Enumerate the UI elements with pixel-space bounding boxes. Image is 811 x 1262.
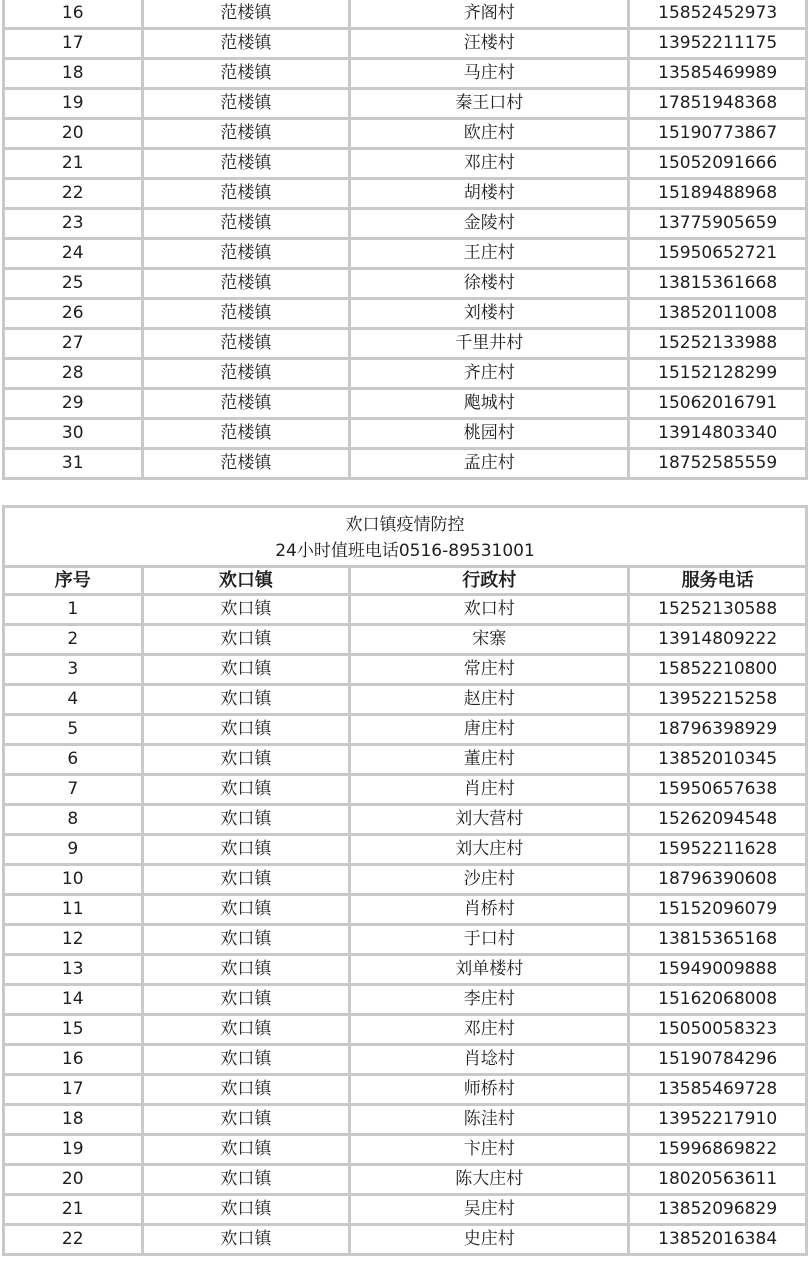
phone-cell: 13914809222 [630, 626, 805, 653]
table-row [5, 240, 805, 267]
table-row [5, 120, 805, 147]
village-cell: 胡楼村 [351, 180, 627, 207]
table-row [5, 686, 805, 713]
serial-number-cell: 3 [5, 656, 141, 683]
town-cell: 范楼镇 [144, 60, 349, 87]
phone-cell: 15852452973 [630, 0, 805, 27]
village-cell: 欧庄村 [351, 120, 627, 147]
phone-cell: 13914803340 [630, 420, 805, 447]
serial-number-cell: 2 [5, 626, 141, 653]
village-cell: 刘大营村 [351, 806, 627, 833]
table-row [5, 596, 805, 623]
table-row [5, 270, 805, 297]
serial-number-cell: 10 [5, 866, 141, 893]
phone-cell: 15050058323 [630, 1016, 805, 1043]
phone-cell: 15052091666 [630, 150, 805, 177]
phone-cell: 13952215258 [630, 686, 805, 713]
table-row [5, 420, 805, 447]
village-cell: 肖桥村 [351, 896, 627, 923]
phone-cell: 15852210800 [630, 656, 805, 683]
serial-number-cell: 18 [5, 60, 141, 87]
town-cell: 欢口镇 [144, 866, 349, 893]
town-cell: 欢口镇 [144, 986, 349, 1013]
village-cell: 齐阁村 [351, 0, 627, 27]
village-cell: 汪楼村 [351, 30, 627, 57]
town-cell: 欢口镇 [144, 926, 349, 953]
phone-cell: 13952211175 [630, 30, 805, 57]
table-title [5, 508, 805, 565]
table-row [5, 1196, 805, 1223]
town-cell: 范楼镇 [144, 270, 349, 297]
table-row [5, 1016, 805, 1043]
huankou-table-body [5, 596, 805, 1253]
village-cell: 师桥村 [351, 1076, 627, 1103]
phone-cell: 15262094548 [630, 806, 805, 833]
table-row [5, 1076, 805, 1103]
phone-cell: 15996869822 [630, 1136, 805, 1163]
village-cell: 肖埝村 [351, 1046, 627, 1073]
table-header-row [5, 568, 805, 593]
town-cell: 范楼镇 [144, 360, 349, 387]
town-cell: 欢口镇 [144, 626, 349, 653]
phone-cell: 15062016791 [630, 390, 805, 417]
table-row [5, 926, 805, 953]
table-row [5, 30, 805, 57]
table-row [5, 150, 805, 177]
town-cell: 范楼镇 [144, 180, 349, 207]
town-cell: 范楼镇 [144, 90, 349, 117]
table-row [5, 896, 805, 923]
village-cell: 卞庄村 [351, 1136, 627, 1163]
table-row [5, 450, 805, 477]
town-cell: 范楼镇 [144, 390, 349, 417]
serial-number-cell: 23 [5, 210, 141, 237]
village-cell: 刘单楼村 [351, 956, 627, 983]
village-cell: 欢口村 [351, 596, 627, 623]
town-cell: 欢口镇 [144, 1196, 349, 1223]
fanlou-table-body [5, 0, 805, 477]
serial-number-cell: 13 [5, 956, 141, 983]
phone-cell: 15950652721 [630, 240, 805, 267]
phone-cell: 13815361668 [630, 270, 805, 297]
phone-cell: 15252133988 [630, 330, 805, 357]
table-row [5, 210, 805, 237]
town-cell: 范楼镇 [144, 420, 349, 447]
serial-number-cell: 8 [5, 806, 141, 833]
phone-cell: 15190773867 [630, 120, 805, 147]
village-cell: 刘楼村 [351, 300, 627, 327]
serial-number-cell: 17 [5, 30, 141, 57]
table-row [5, 866, 805, 893]
phone-cell: 18020563611 [630, 1166, 805, 1193]
village-cell: 陈洼村 [351, 1106, 627, 1133]
phone-cell: 13952217910 [630, 1106, 805, 1133]
serial-number-cell: 16 [5, 1046, 141, 1073]
table-row [5, 986, 805, 1013]
serial-number-cell: 9 [5, 836, 141, 863]
serial-number-cell: 22 [5, 180, 141, 207]
village-cell: 于口村 [351, 926, 627, 953]
phone-cell: 15152096079 [630, 896, 805, 923]
table-row [5, 1046, 805, 1073]
village-cell: 孟庄村 [351, 450, 627, 477]
village-cell: 沙庄村 [351, 866, 627, 893]
huankou-contact-table [2, 505, 808, 1256]
serial-number-cell: 1 [5, 596, 141, 623]
village-cell: 邓庄村 [351, 1016, 627, 1043]
table-row [5, 626, 805, 653]
phone-cell: 13852016384 [630, 1226, 805, 1253]
town-cell: 范楼镇 [144, 210, 349, 237]
table-row [5, 0, 805, 27]
phone-cell: 13585469989 [630, 60, 805, 87]
town-cell: 范楼镇 [144, 150, 349, 177]
town-cell: 欢口镇 [144, 896, 349, 923]
phone-cell: 15152128299 [630, 360, 805, 387]
serial-number-cell: 25 [5, 270, 141, 297]
table-row [5, 1166, 805, 1193]
table-row [5, 300, 805, 327]
phone-cell: 13775905659 [630, 210, 805, 237]
town-cell: 欢口镇 [144, 686, 349, 713]
table-row [5, 776, 805, 803]
village-cell: 董庄村 [351, 746, 627, 773]
table-row [5, 716, 805, 743]
phone-cell: 15952211628 [630, 836, 805, 863]
village-cell: 常庄村 [351, 656, 627, 683]
phone-cell: 15162068008 [630, 986, 805, 1013]
serial-number-cell: 12 [5, 926, 141, 953]
serial-number-cell: 16 [5, 0, 141, 27]
table-row [5, 90, 805, 117]
village-cell: 齐庄村 [351, 360, 627, 387]
village-cell: 千里井村 [351, 330, 627, 357]
town-cell: 欢口镇 [144, 1226, 349, 1253]
village-cell: 金陵村 [351, 210, 627, 237]
serial-number-cell: 7 [5, 776, 141, 803]
town-cell: 欢口镇 [144, 836, 349, 863]
serial-number-cell: 5 [5, 716, 141, 743]
phone-cell: 15189488968 [630, 180, 805, 207]
phone-cell: 13852011008 [630, 300, 805, 327]
village-cell: 马庄村 [351, 60, 627, 87]
village-cell: 秦王口村 [351, 90, 627, 117]
serial-number-cell: 15 [5, 1016, 141, 1043]
phone-cell: 13852096829 [630, 1196, 805, 1223]
phone-cell: 18796390608 [630, 866, 805, 893]
village-cell: 赵庄村 [351, 686, 627, 713]
town-cell: 欢口镇 [144, 596, 349, 623]
village-cell: 邓庄村 [351, 150, 627, 177]
serial-number-cell: 20 [5, 120, 141, 147]
serial-number-cell: 18 [5, 1106, 141, 1133]
fanlou-contact-table [2, 0, 808, 480]
serial-number-cell: 4 [5, 686, 141, 713]
serial-number-cell: 31 [5, 450, 141, 477]
table-row [5, 656, 805, 683]
serial-number-cell: 29 [5, 390, 141, 417]
phone-cell: 13852010345 [630, 746, 805, 773]
serial-number-cell: 19 [5, 90, 141, 117]
town-cell: 欢口镇 [144, 656, 349, 683]
table-row [5, 330, 805, 357]
town-cell: 欢口镇 [144, 776, 349, 803]
duty-hotline: 24小时值班电话0516-89531001 [275, 540, 535, 561]
town-cell: 欢口镇 [144, 956, 349, 983]
header-serial-number: 序号 [5, 568, 141, 593]
town-cell: 欢口镇 [144, 1136, 349, 1163]
table-row [5, 1106, 805, 1133]
town-cell: 范楼镇 [144, 330, 349, 357]
village-cell: 陈大庄村 [351, 1166, 627, 1193]
phone-cell: 15252130588 [630, 596, 805, 623]
village-cell: 肖庄村 [351, 776, 627, 803]
table-row [5, 836, 805, 863]
table-title-line1: 欢口镇疫情防控 [345, 514, 465, 535]
village-cell: 吴庄村 [351, 1196, 627, 1223]
phone-cell: 18752585559 [630, 450, 805, 477]
village-cell: 李庄村 [351, 986, 627, 1013]
town-cell: 欢口镇 [144, 1046, 349, 1073]
serial-number-cell: 26 [5, 300, 141, 327]
serial-number-cell: 11 [5, 896, 141, 923]
village-cell: 桃园村 [351, 420, 627, 447]
village-cell: 王庄村 [351, 240, 627, 267]
town-cell: 范楼镇 [144, 120, 349, 147]
table-row [5, 1136, 805, 1163]
table-row [5, 60, 805, 87]
serial-number-cell: 27 [5, 330, 141, 357]
village-cell: 徐楼村 [351, 270, 627, 297]
town-cell: 范楼镇 [144, 0, 349, 27]
phone-cell: 13815365168 [630, 926, 805, 953]
serial-number-cell: 6 [5, 746, 141, 773]
serial-number-cell: 21 [5, 150, 141, 177]
table-row [5, 180, 805, 207]
table-row [5, 806, 805, 833]
table-row [5, 360, 805, 387]
table-title-row [5, 508, 805, 565]
village-cell: 史庄村 [351, 1226, 627, 1253]
header-town: 欢口镇 [144, 568, 349, 593]
phone-cell: 15950657638 [630, 776, 805, 803]
town-cell: 范楼镇 [144, 30, 349, 57]
phone-cell: 18796398929 [630, 716, 805, 743]
serial-number-cell: 22 [5, 1226, 141, 1253]
town-cell: 欢口镇 [144, 1106, 349, 1133]
phone-cell: 15190784296 [630, 1046, 805, 1073]
serial-number-cell: 28 [5, 360, 141, 387]
town-cell: 欢口镇 [144, 1076, 349, 1103]
table-row [5, 956, 805, 983]
phone-cell: 17851948368 [630, 90, 805, 117]
town-cell: 范楼镇 [144, 300, 349, 327]
serial-number-cell: 30 [5, 420, 141, 447]
serial-number-cell: 20 [5, 1166, 141, 1193]
phone-cell: 15949009888 [630, 956, 805, 983]
serial-number-cell: 21 [5, 1196, 141, 1223]
header-service-phone: 服务电话 [630, 568, 805, 593]
village-cell: 宋寨 [351, 626, 627, 653]
phone-cell: 13585469728 [630, 1076, 805, 1103]
serial-number-cell: 19 [5, 1136, 141, 1163]
table-row [5, 746, 805, 773]
header-village: 行政村 [351, 568, 627, 593]
town-cell: 欢口镇 [144, 1016, 349, 1043]
serial-number-cell: 17 [5, 1076, 141, 1103]
village-cell: 刘大庄村 [351, 836, 627, 863]
village-cell: 飑城村 [351, 390, 627, 417]
table-row [5, 390, 805, 417]
town-cell: 欢口镇 [144, 806, 349, 833]
town-cell: 范楼镇 [144, 240, 349, 267]
town-cell: 欢口镇 [144, 716, 349, 743]
village-cell: 唐庄村 [351, 716, 627, 743]
serial-number-cell: 14 [5, 986, 141, 1013]
town-cell: 欢口镇 [144, 746, 349, 773]
table-row [5, 1226, 805, 1253]
town-cell: 欢口镇 [144, 1166, 349, 1193]
town-cell: 范楼镇 [144, 450, 349, 477]
serial-number-cell: 24 [5, 240, 141, 267]
